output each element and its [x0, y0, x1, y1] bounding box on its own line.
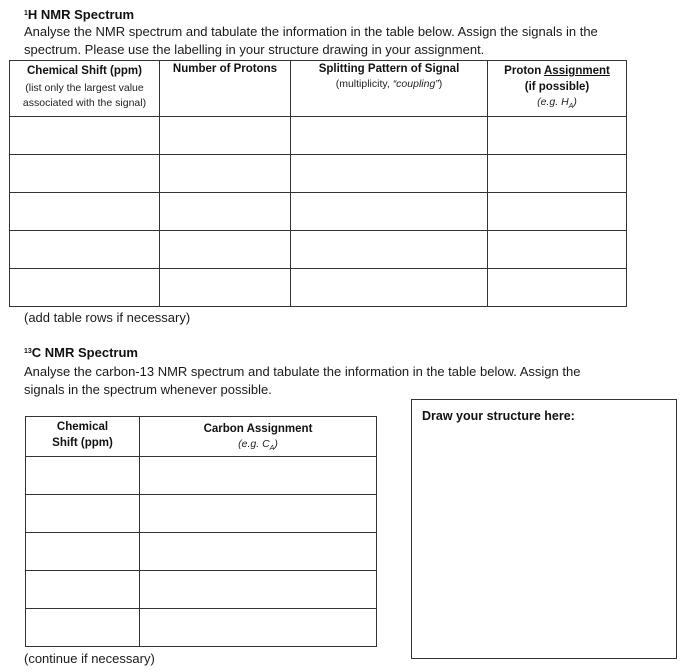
h-nmr-col4-sub: (e.g. H	[537, 96, 569, 108]
h-nmr-col4-title-line1	[488, 63, 626, 79]
table-cell[interactable]	[10, 269, 160, 307]
table-row	[10, 231, 627, 269]
table-row	[10, 193, 627, 231]
table-row	[26, 571, 377, 609]
table-cell[interactable]	[488, 117, 627, 155]
h-nmr-col-assignment-header	[488, 61, 627, 117]
table-row	[26, 533, 377, 571]
c-nmr-title-superscript: 13	[24, 348, 32, 355]
h-nmr-col3-sub-a: (multiplicity,	[335, 78, 393, 90]
c-nmr-col2-title: Carbon Assignment	[203, 423, 313, 435]
h-nmr-col4-title-b: Assignment	[544, 65, 610, 77]
table-cell[interactable]	[160, 231, 291, 269]
c-nmr-col2-sub: (e.g. C	[238, 438, 270, 450]
continue-note: (continue if necessary)	[24, 651, 155, 666]
h-nmr-col4-title-line2: (if possible)	[524, 81, 590, 93]
table-cell[interactable]	[140, 457, 377, 495]
h-nmr-instructions: Analyse the NMR spectrum and tabulate the information in the table below. Assign the signals in the spectrum. Please use the labelling in your structure drawing in your assignment.	[24, 24, 598, 57]
table-cell[interactable]	[160, 117, 291, 155]
table-cell[interactable]	[160, 193, 291, 231]
c-nmr-title	[24, 345, 138, 361]
h-nmr-col3-subtitle	[291, 77, 487, 92]
table-cell[interactable]	[140, 609, 377, 647]
table-cell[interactable]	[488, 193, 627, 231]
c-nmr-col2-sub-end: )	[274, 438, 278, 450]
table-cell[interactable]	[26, 609, 140, 647]
h-nmr-table-header-row	[10, 61, 627, 117]
table-row	[26, 457, 377, 495]
table-cell[interactable]	[10, 117, 160, 155]
h-nmr-table	[9, 60, 627, 307]
h-nmr-col3-sub-b: “coupling”	[392, 78, 439, 90]
h-nmr-col4-sub-end: )	[573, 96, 577, 108]
table-cell[interactable]	[10, 193, 160, 231]
table-cell[interactable]	[10, 155, 160, 193]
table-cell[interactable]	[160, 269, 291, 307]
table-cell[interactable]	[488, 231, 627, 269]
table-cell[interactable]	[488, 269, 627, 307]
structure-drawing-box[interactable]	[411, 399, 677, 659]
c-nmr-col-chemical-shift-header	[26, 417, 140, 457]
table-cell[interactable]	[10, 231, 160, 269]
h-nmr-col4-sub-idx: A	[568, 103, 574, 111]
table-cell[interactable]	[26, 571, 140, 609]
table-cell[interactable]	[26, 533, 140, 571]
structure-box-label: Draw your structure here:	[422, 409, 575, 423]
table-row	[10, 269, 627, 307]
c-nmr-table-header-row	[26, 417, 377, 457]
h-nmr-col-chemical-shift-header	[10, 61, 160, 117]
c-nmr-col2-sub-idx: A	[269, 445, 275, 453]
table-row	[10, 117, 627, 155]
table-cell[interactable]	[160, 155, 291, 193]
table-cell[interactable]	[488, 155, 627, 193]
h-nmr-title	[24, 7, 134, 23]
table-cell[interactable]	[291, 269, 488, 307]
h-nmr-col1-subtitle: (list only the largest value associated with the signal)	[22, 82, 147, 109]
table-row	[26, 495, 377, 533]
table-cell[interactable]	[140, 495, 377, 533]
c-nmr-table	[25, 416, 377, 647]
h-nmr-col4-title-a: Proton	[504, 65, 544, 77]
table-cell[interactable]	[291, 231, 488, 269]
c-nmr-col-assignment-header	[140, 417, 377, 457]
table-cell[interactable]	[26, 457, 140, 495]
h-nmr-col3-sub-c: )	[438, 78, 443, 90]
h-nmr-col3-title: Splitting Pattern of Signal	[318, 63, 460, 75]
c-nmr-col1-title: Chemical Shift (ppm)	[52, 421, 113, 449]
h-nmr-col-splitting-header	[291, 61, 488, 117]
table-cell[interactable]	[291, 155, 488, 193]
c-nmr-col2-subtitle	[140, 437, 376, 456]
table-cell[interactable]	[140, 571, 377, 609]
table-cell[interactable]	[291, 193, 488, 231]
table-cell[interactable]	[291, 117, 488, 155]
h-nmr-title-text: H NMR Spectrum	[27, 7, 135, 22]
table-cell[interactable]	[26, 495, 140, 533]
h-nmr-title-superscript: 1	[24, 10, 28, 17]
table-row	[10, 155, 627, 193]
h-nmr-col4-subtitle	[488, 95, 626, 114]
c-nmr-title-text: C NMR Spectrum	[31, 345, 138, 360]
h-nmr-col2-title: Number of Protons	[172, 63, 278, 75]
h-nmr-col1-title: Chemical Shift (ppm)	[26, 65, 142, 77]
h-nmr-col-protons-header	[160, 61, 291, 117]
c-nmr-instructions: Analyse the carbon-13 NMR spectrum and tabulate the information in the table below. Assign the signals in the spectrum whenever possible.	[24, 364, 581, 397]
add-rows-note: (add table rows if necessary)	[24, 310, 191, 325]
table-cell[interactable]	[140, 533, 377, 571]
table-row	[26, 609, 377, 647]
